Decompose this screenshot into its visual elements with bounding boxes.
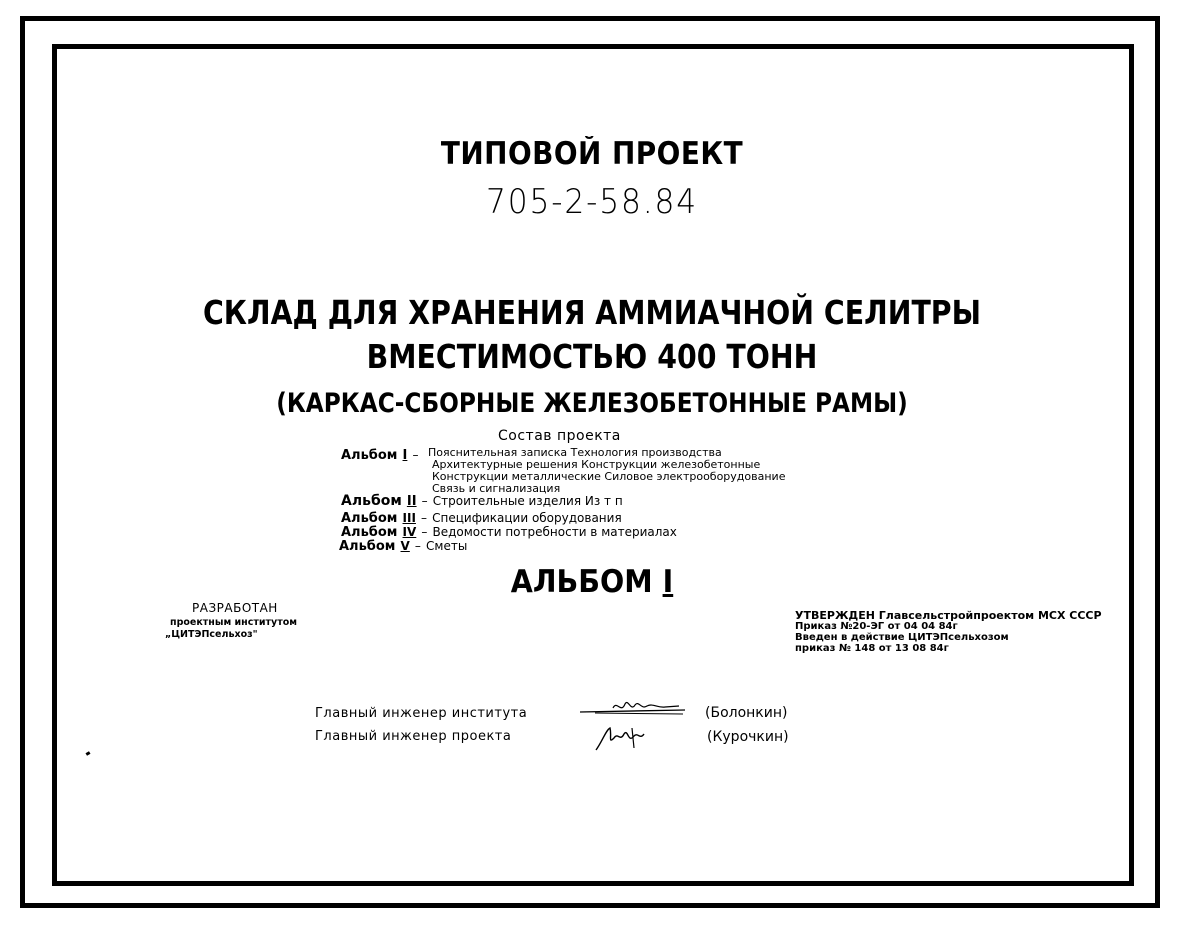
album-4-line-1: Ведомости потребности в материалах [432,525,677,539]
developer-line-3: „ЦИТЭПсельхоз" [165,629,258,640]
composition-title: Состав проекта [498,428,621,444]
current-album-roman: I [662,564,674,600]
album-label: Альбом [341,448,398,463]
album-row-5 [339,535,467,554]
signature-name-2: (Курочкин) [707,729,789,745]
approval-line-3: Введен в действие ЦИТЭПсельхозом [795,632,1009,643]
album-dash: – [414,539,421,553]
signature-1-scribble [575,696,695,722]
album-roman: III [402,511,416,525]
developer-line-2: проектным институтом [170,617,298,628]
album-1-line-2: Архитектурные решения Конструкции железобетонные [432,458,761,471]
album-2-line-1: Строительные изделия Из т п [432,494,623,508]
signature-name-1: (Болонкин) [705,705,788,721]
album-dash: – [421,511,428,525]
project-number: 705-2-58.84 [486,182,698,222]
approval-line-1: УТВЕРЖДЕН Главсельстройпроектом МСХ СССР [795,609,1102,622]
current-album [47,564,1136,600]
doc-type-title: ТИПОВОЙ ПРОЕКТ [440,136,744,172]
project-name-line-2: ВМЕСТИМОСТЬЮ 400 ТОНН [366,337,818,376]
album-dash: – [421,525,428,539]
album-label: Альбом [339,539,396,554]
album-5-line-1: Сметы [426,539,468,553]
album-1-line-3: Конструкции металлические Силовое электрооборудование [432,470,786,483]
approval-line-2: Приказ №20-ЭГ от 04 04 84г [795,621,958,632]
current-album-label: АЛЬБОМ [510,564,653,600]
album-1-line-4: Связь и сигнализация [432,482,561,495]
album-3-line-1: Спецификации оборудования [432,511,622,525]
album-roman: II [406,494,417,509]
album-label: Альбом [341,525,398,540]
album-dash: – [412,448,419,462]
signature-role-2: Главный инженер проекта [315,729,512,744]
album-1-line-1: Пояснительная записка Технология производства [428,446,722,459]
project-name-line-1: СКЛАД ДЛЯ ХРАНЕНИЯ АММИАЧНОЙ СЕЛИТРЫ [202,293,982,332]
signature-2-scribble [592,724,652,754]
album-label: Альбом [341,511,398,526]
album-roman: I [402,448,408,463]
approval-line-4: приказ № 148 от 13 08 84г [795,643,949,654]
signature-role-1: Главный инженер института [315,706,528,721]
album-label: Альбом [341,493,402,509]
album-roman: V [400,539,410,553]
project-name-line-3: (КАРКАС-СБОРНЫЕ ЖЕЛЕЗОБЕТОННЫЕ РАМЫ) [276,388,908,419]
album-dash: – [421,494,428,508]
album-roman: IV [402,525,417,539]
album-row-1 [341,444,418,463]
developer-line-1: РАЗРАБОТАН [192,601,278,615]
